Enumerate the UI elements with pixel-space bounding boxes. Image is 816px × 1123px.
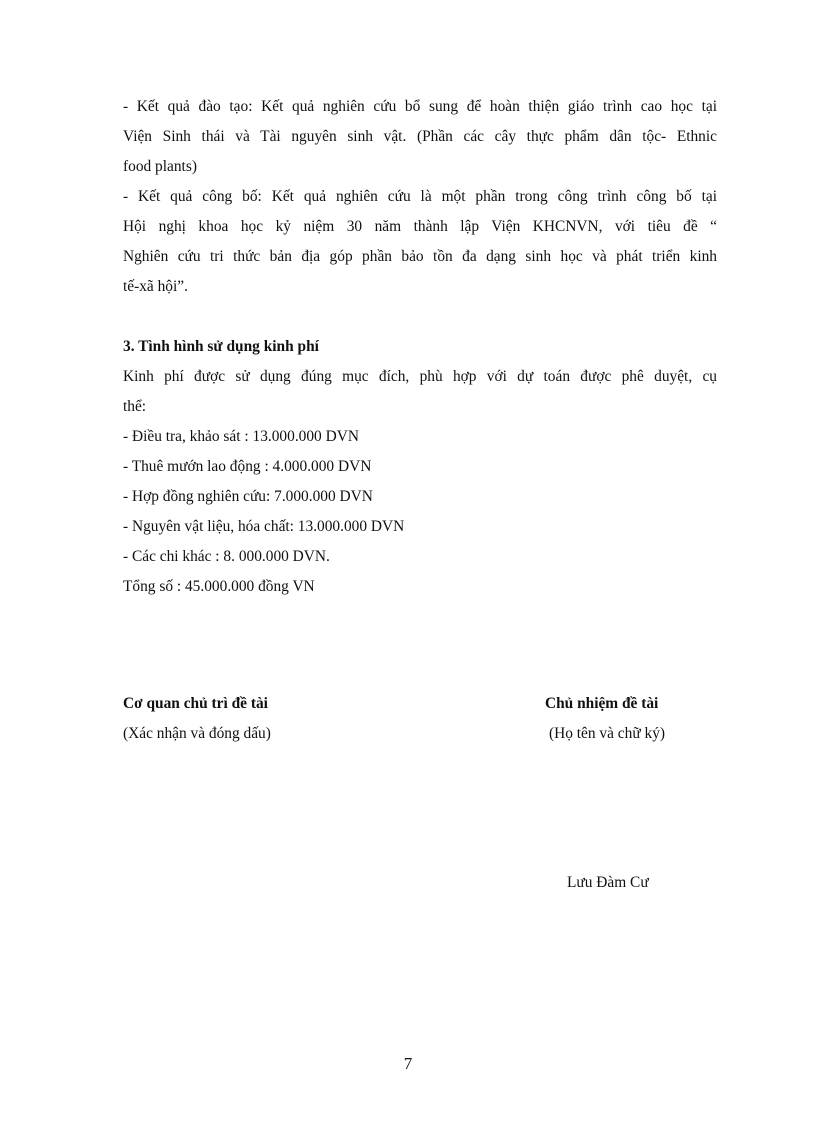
page-number: 7 [403, 1054, 413, 1073]
training-line-3: food plants) [123, 158, 197, 175]
project-lead-note: (Họ tên và chữ ký) [549, 725, 666, 742]
budget-total: Tổng số : 45.000.000 đồng VN [123, 578, 315, 595]
publication-line-4: tế-xã hội”. [123, 278, 188, 295]
budget-heading: 3. Tình hình sử dụng kinh phí [123, 338, 319, 355]
budget-item-contract: - Hợp đồng nghiên cứu: 7.000.000 DVN [123, 488, 373, 505]
project-lead-title: Chủ nhiệm đề tài [545, 695, 659, 712]
publication-line-3: Nghiên cứu tri thức bản địa góp phần bảo tồn đa dạng sinh học và phát triển kinh [123, 248, 717, 265]
training-line-2: Viện Sinh thái và Tài nguyên sinh vật. (Phần các cây thực phẩm dân tộc- Ethnic [123, 128, 717, 145]
publication-line-1: - Kết quả công bố: Kết quả nghiên cứu là một phần trong công trình công bố tại [123, 188, 717, 205]
host-agency-note: (Xác nhận và đóng dấu) [123, 725, 271, 742]
budget-intro [123, 362, 717, 422]
training-line-1: - Kết quả đào tạo: Kết quả nghiên cứu bổ sung để hoàn thiện giáo trình cao học tại [123, 98, 717, 115]
signer-name: Lưu Đàm Cư [567, 874, 649, 891]
publication-result-paragraph [123, 182, 717, 302]
budget-item-materials: - Nguyên vật liệu, hóa chất: 13.000.000 DVN [123, 518, 405, 535]
budget-item-survey: - Điều tra, khảo sát : 13.000.000 DVN [123, 428, 359, 445]
host-agency-title: Cơ quan chủ trì đề tài [123, 695, 268, 712]
budget-items-list [123, 422, 404, 602]
budget-intro-line-2: thể: [123, 398, 147, 415]
training-result-paragraph [123, 92, 717, 182]
budget-intro-line-1: Kinh phí được sử dụng đúng mục đích, phù hợp với dự toán được phê duyệt, cụ [123, 368, 717, 385]
budget-item-other: - Các chi khác : 8. 000.000 DVN. [123, 548, 330, 565]
budget-item-labor: - Thuê mướn lao động : 4.000.000 DVN [123, 458, 372, 475]
publication-line-2: Hội nghị khoa học kỷ niệm 30 năm thành lập Viện KHCNVN, với tiêu đề “ [123, 218, 717, 235]
